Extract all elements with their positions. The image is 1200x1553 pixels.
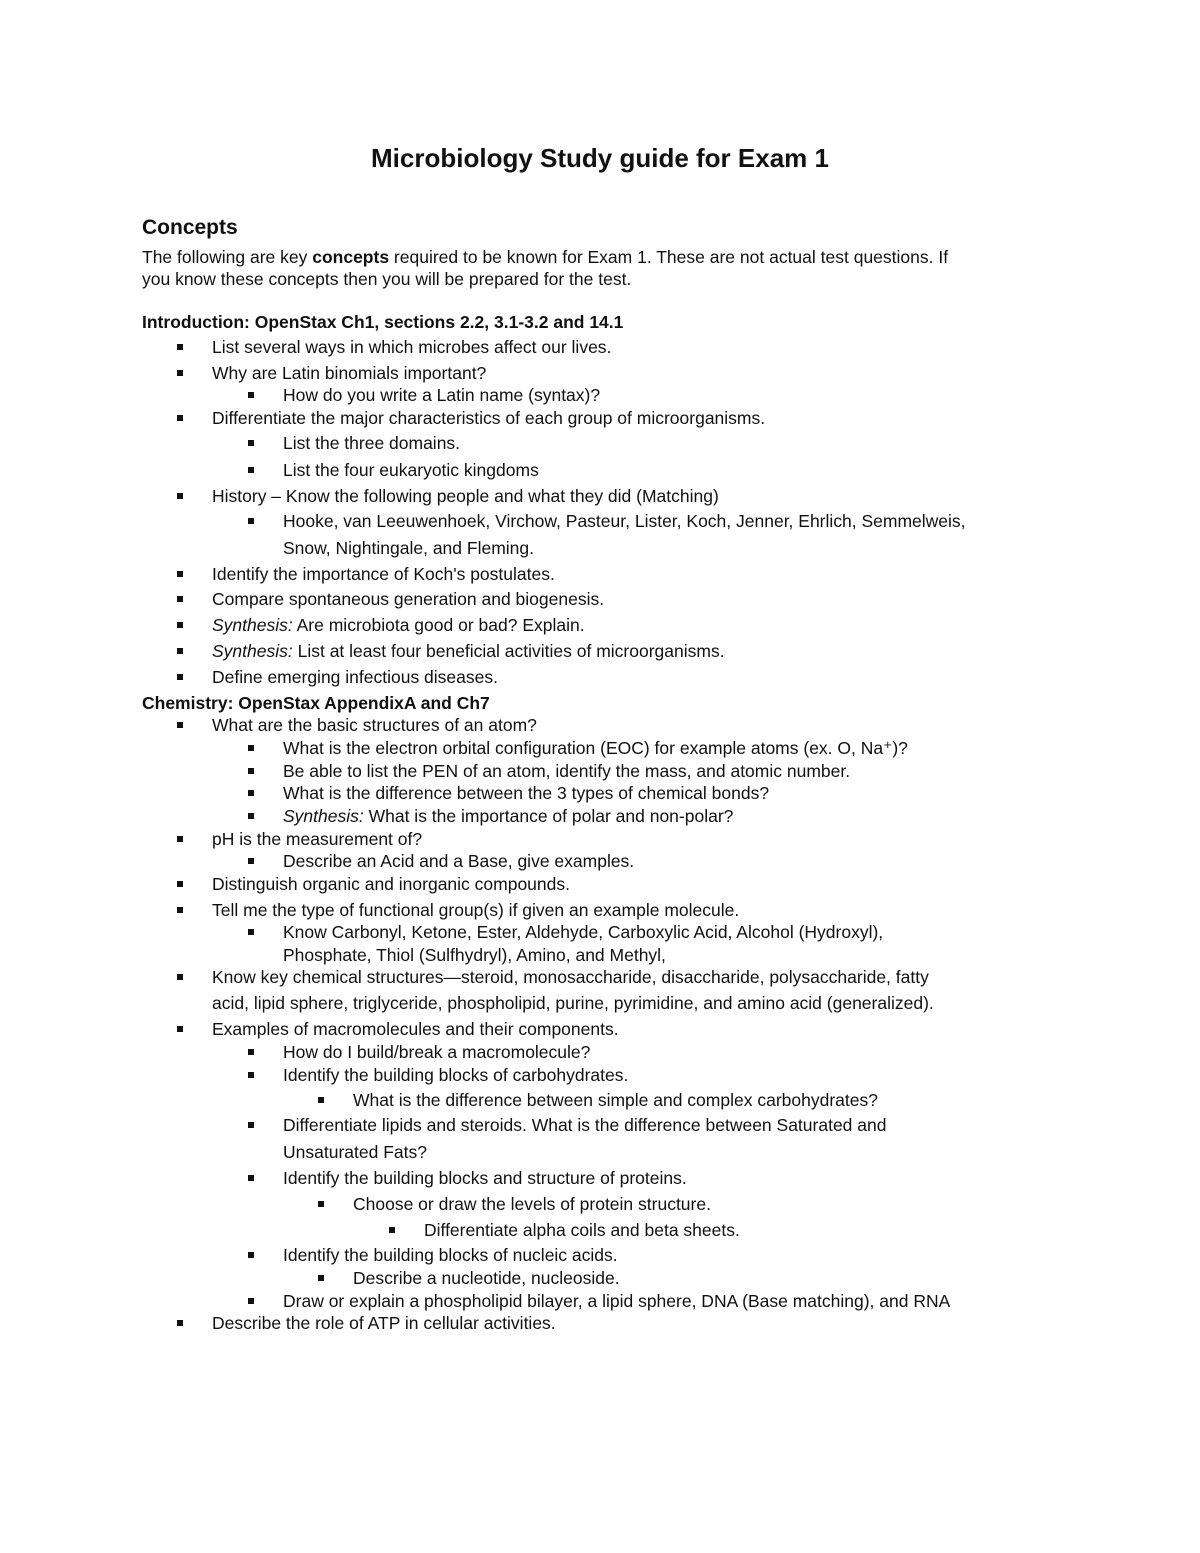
- introduction-heading: Introduction: OpenStax Ch1, sections 2.2, 3.1-3.2 and 14.1: [142, 312, 624, 332]
- bullet-icon: [248, 392, 254, 398]
- bullet-icon: [177, 415, 183, 421]
- list-item: Synthesis: List at least four beneficial activities of microorganisms.: [212, 641, 725, 661]
- intro-line-2: you know these concepts then you will be prepared for the test.: [142, 269, 632, 289]
- list-item: Differentiate the major characteristics of each group of microorganisms.: [212, 408, 766, 428]
- bullet-icon: [318, 1201, 324, 1207]
- bullet-icon: [248, 1252, 254, 1258]
- bullet-icon: [177, 648, 183, 654]
- bullet-icon: [248, 858, 254, 864]
- list-item: What is the difference between the 3 types of chemical bonds?: [283, 783, 770, 803]
- list-item: How do I build/break a macromolecule?: [283, 1042, 591, 1062]
- list-item: Describe a nucleotide, nucleoside.: [353, 1268, 620, 1288]
- bullet-icon: [248, 467, 254, 473]
- bullet-icon: [177, 596, 183, 602]
- bullet-icon: [248, 518, 254, 524]
- list-item: History – Know the following people and what they did (Matching): [212, 486, 719, 506]
- list-item: Identify the building blocks of nucleic acids.: [283, 1245, 618, 1265]
- list-item: How do you write a Latin name (syntax)?: [283, 385, 601, 405]
- bullet-icon: [248, 1049, 254, 1055]
- intro-paragraph: [142, 246, 1072, 290]
- list-item: Know key chemical structures—steroid, monosaccharide, disaccharide, polysaccharide, fatty: [212, 967, 929, 987]
- bullet-icon: [318, 1275, 324, 1281]
- intro-bold-concepts: concepts: [312, 247, 390, 267]
- page-title: Microbiology Study guide for Exam 1: [371, 143, 829, 173]
- bullet-icon: [248, 768, 254, 774]
- bullet-icon: [177, 722, 183, 728]
- list-item: Compare spontaneous generation and biogenesis.: [212, 589, 605, 609]
- intro-line-1: The following are key concepts required to be known for Exam 1. These are not actual test questions. If: [142, 247, 949, 267]
- bullet-icon: [177, 493, 183, 499]
- list-item: Describe an Acid and a Base, give examples.: [283, 851, 635, 871]
- list-item: What is the electron orbital configuration (EOC) for example atoms (ex. O, Na⁺)?: [283, 738, 908, 758]
- list-item: Draw or explain a phospholipid bilayer, a lipid sphere, DNA (Base matching), and RNA: [283, 1291, 951, 1311]
- chemistry-heading: Chemistry: OpenStax AppendixA and Ch7: [142, 693, 490, 713]
- list-item: List several ways in which microbes affect our lives.: [212, 337, 612, 357]
- list-item: Synthesis: Are microbiota good or bad? Explain.: [212, 615, 585, 635]
- bullet-icon: [248, 929, 254, 935]
- bullet-icon: [248, 790, 254, 796]
- bullet-icon: [248, 745, 254, 751]
- bullet-icon: [177, 344, 183, 350]
- bullet-icon: [389, 1227, 395, 1233]
- list-item: Distinguish organic and inorganic compounds.: [212, 874, 570, 894]
- list-item: Hooke, van Leeuwenhoek, Virchow, Pasteur, Lister, Koch, Jenner, Ehrlich, Semmelweis,: [283, 511, 966, 531]
- bullet-icon: [177, 674, 183, 680]
- concepts-heading: Concepts: [142, 216, 238, 239]
- list-item-continuation: Unsaturated Fats?: [283, 1142, 427, 1162]
- list-item-continuation: Phosphate, Thiol (Sulfhydryl), Amino, and Methyl,: [283, 945, 666, 965]
- bullet-icon: [177, 1320, 183, 1326]
- list-item: Identify the building blocks and structure of proteins.: [283, 1168, 687, 1188]
- list-item: List the three domains.: [283, 433, 461, 453]
- list-item: Why are Latin binomials important?: [212, 363, 487, 383]
- bullet-icon: [177, 881, 183, 887]
- bullet-icon: [177, 571, 183, 577]
- list-item: Examples of macromolecules and their components.: [212, 1019, 619, 1039]
- list-item-continuation: Snow, Nightingale, and Fleming.: [283, 538, 534, 558]
- list-item: Define emerging infectious diseases.: [212, 667, 498, 687]
- bullet-icon: [248, 813, 254, 819]
- bullet-icon: [177, 907, 183, 913]
- bullet-icon: [318, 1097, 324, 1103]
- list-item: Tell me the type of functional group(s) if given an example molecule.: [212, 900, 740, 920]
- list-item: Identify the building blocks of carbohydrates.: [283, 1065, 629, 1085]
- bullet-icon: [248, 1298, 254, 1304]
- list-item: Choose or draw the levels of protein structure.: [353, 1194, 711, 1214]
- bullet-icon: [177, 836, 183, 842]
- list-item: Differentiate lipids and steroids. What is the difference between Saturated and: [283, 1115, 887, 1135]
- list-item: Synthesis: What is the importance of polar and non-polar?: [283, 806, 734, 826]
- bullet-icon: [248, 440, 254, 446]
- bullet-icon: [177, 370, 183, 376]
- list-item: List the four eukaryotic kingdoms: [283, 460, 539, 480]
- list-item: What are the basic structures of an atom?: [212, 715, 537, 735]
- list-item: Identify the importance of Koch's postulates.: [212, 564, 555, 584]
- bullet-icon: [177, 1026, 183, 1032]
- list-item: What is the difference between simple and complex carbohydrates?: [353, 1090, 878, 1110]
- bullet-icon: [177, 622, 183, 628]
- bullet-icon: [248, 1175, 254, 1181]
- bullet-icon: [177, 974, 183, 980]
- bullet-icon: [248, 1122, 254, 1128]
- list-item: pH is the measurement of?: [212, 829, 423, 849]
- bullet-icon: [248, 1072, 254, 1078]
- list-item: Know Carbonyl, Ketone, Ester, Aldehyde, Carboxylic Acid, Alcohol (Hydroxyl),: [283, 922, 884, 942]
- list-item: Differentiate alpha coils and beta sheets.: [424, 1220, 740, 1240]
- list-item-continuation: acid, lipid sphere, triglyceride, phospholipid, purine, pyrimidine, and amino acid (generalized).: [212, 993, 934, 1013]
- list-item: Be able to list the PEN of an atom, identify the mass, and atomic number.: [283, 761, 851, 781]
- list-item: Describe the role of ATP in cellular activities.: [212, 1313, 556, 1333]
